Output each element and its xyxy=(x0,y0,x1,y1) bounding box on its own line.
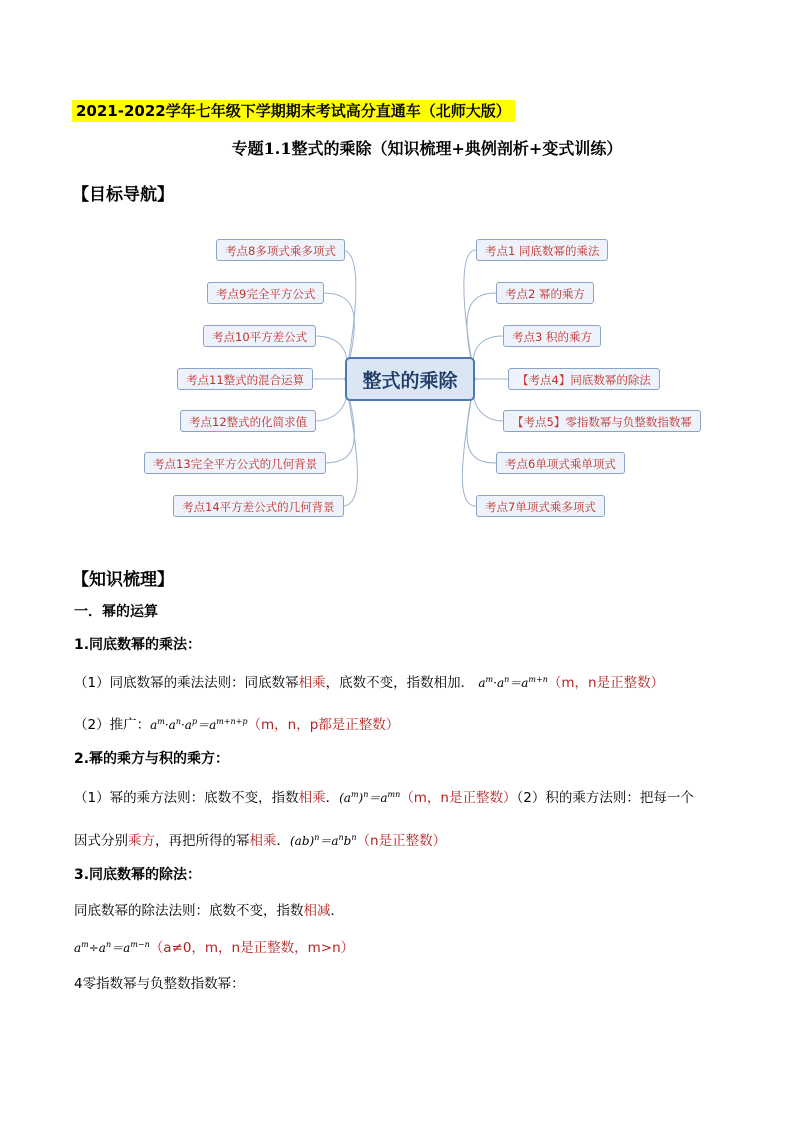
mindmap-node-right-3: 考点3 积的乘方 xyxy=(503,325,601,347)
text: （1）同底数幂的乘法法则：同底数幂 xyxy=(74,675,299,691)
formula-product-extension: $a^m\cdot a^n\cdot a^p=a^{m+n+p}$ xyxy=(150,717,248,732)
formula-product-rule: $a^m\cdot a^n=a^{m+n}$ xyxy=(478,675,548,690)
section3-title: 3.同底数幂的除法： xyxy=(74,867,202,883)
condition-note: （a≠0，m，n是正整数，m>n） xyxy=(149,940,355,956)
text: 同底数幂的除法法则：底数不变，指数 xyxy=(74,903,304,919)
mindmap-connectors xyxy=(0,0,794,560)
keyword: 相减 xyxy=(303,903,331,919)
section3-line2 xyxy=(74,936,354,956)
mindmap-node-left-1: 考点8多项式乘多项式 xyxy=(216,239,345,261)
text: （2）积的乘方法则：把每一个 xyxy=(516,790,694,806)
text: 因式分别 xyxy=(74,833,128,849)
mindmap-center-node: 整式的乘除 xyxy=(345,357,475,401)
mindmap-node-left-4: 考点11整式的混合运算 xyxy=(177,368,313,390)
text: ，底数不变，指数相加． xyxy=(325,675,475,691)
text: ，再把所得的幂 xyxy=(155,833,250,849)
mindmap-node-left-3: 考点10平方差公式 xyxy=(203,325,316,347)
section1-line2 xyxy=(74,713,399,733)
keyword: 相乘 xyxy=(298,790,326,806)
text: ． xyxy=(330,903,344,919)
mindmap-node-left-6: 考点13完全平方公式的几何背景 xyxy=(144,452,326,474)
keyword: 相乘 xyxy=(249,833,277,849)
mindmap-node-right-7: 考点7单项式乘多项式 xyxy=(476,495,605,517)
section4-title: 4零指数幂与负整数指数幂： xyxy=(74,976,245,992)
mindmap-node-right-5: 【考点5】零指数幂与负整数指数幂 xyxy=(503,410,701,432)
mindmap-node-right-1: 考点1 同底数幂的乘法 xyxy=(476,239,608,261)
target-nav-heading: 【目标导航】 xyxy=(72,185,174,205)
mindmap-node-right-4: 【考点4】同底数幂的除法 xyxy=(508,368,660,390)
knowledge-heading: 【知识梳理】 xyxy=(72,570,174,590)
part1-title: 一．幂的运算 xyxy=(74,604,158,620)
section2-title: 2.幂的乘方与积的乘方： xyxy=(74,751,230,767)
mindmap-node-left-5: 考点12整式的化简求值 xyxy=(180,410,316,432)
mindmap-node-left-7: 考点14平方差公式的几何背景 xyxy=(173,495,344,517)
mindmap-node-right-6: 考点6单项式乘单项式 xyxy=(496,452,625,474)
mindmap-node-right-2: 考点2 幂的乘方 xyxy=(496,282,594,304)
keyword: 相乘 xyxy=(298,675,326,691)
section1-title: 1.同底数幂的乘法： xyxy=(74,637,202,653)
formula-power-of-power: $(a^m)^n=a^{mn}$ xyxy=(339,790,401,805)
condition-note: （n是正整数） xyxy=(356,833,447,849)
section3-line1 xyxy=(74,899,344,919)
formula-quotient-rule: $a^m\div a^n=a^{m-n}$ xyxy=(74,940,150,955)
text: （2）推广： xyxy=(74,717,151,733)
formula-power-of-product: $(ab)^n=a^nb^n$ xyxy=(290,833,357,848)
text: ． xyxy=(325,790,340,806)
condition-note: （m，n是正整数） xyxy=(400,790,517,806)
mindmap-node-left-2: 考点9完全平方公式 xyxy=(207,282,324,304)
section2-line1 xyxy=(74,786,694,806)
section2-line2 xyxy=(74,829,446,849)
section1-line1 xyxy=(74,671,664,691)
condition-note: （m，n是正整数） xyxy=(547,675,665,691)
text: （1）幂的乘方法则：底数不变，指数 xyxy=(74,790,299,806)
document-title: 专题1.1整式的乘除（知识梳理+典例剖析+变式训练） xyxy=(231,139,623,158)
keyword: 乘方 xyxy=(128,833,155,849)
text: ． xyxy=(276,833,290,849)
header-banner: 2021-2022学年七年级下学期期末考试高分直通车（北师大版） xyxy=(72,100,515,122)
condition-note: （m，n，p都是正整数） xyxy=(247,717,400,733)
